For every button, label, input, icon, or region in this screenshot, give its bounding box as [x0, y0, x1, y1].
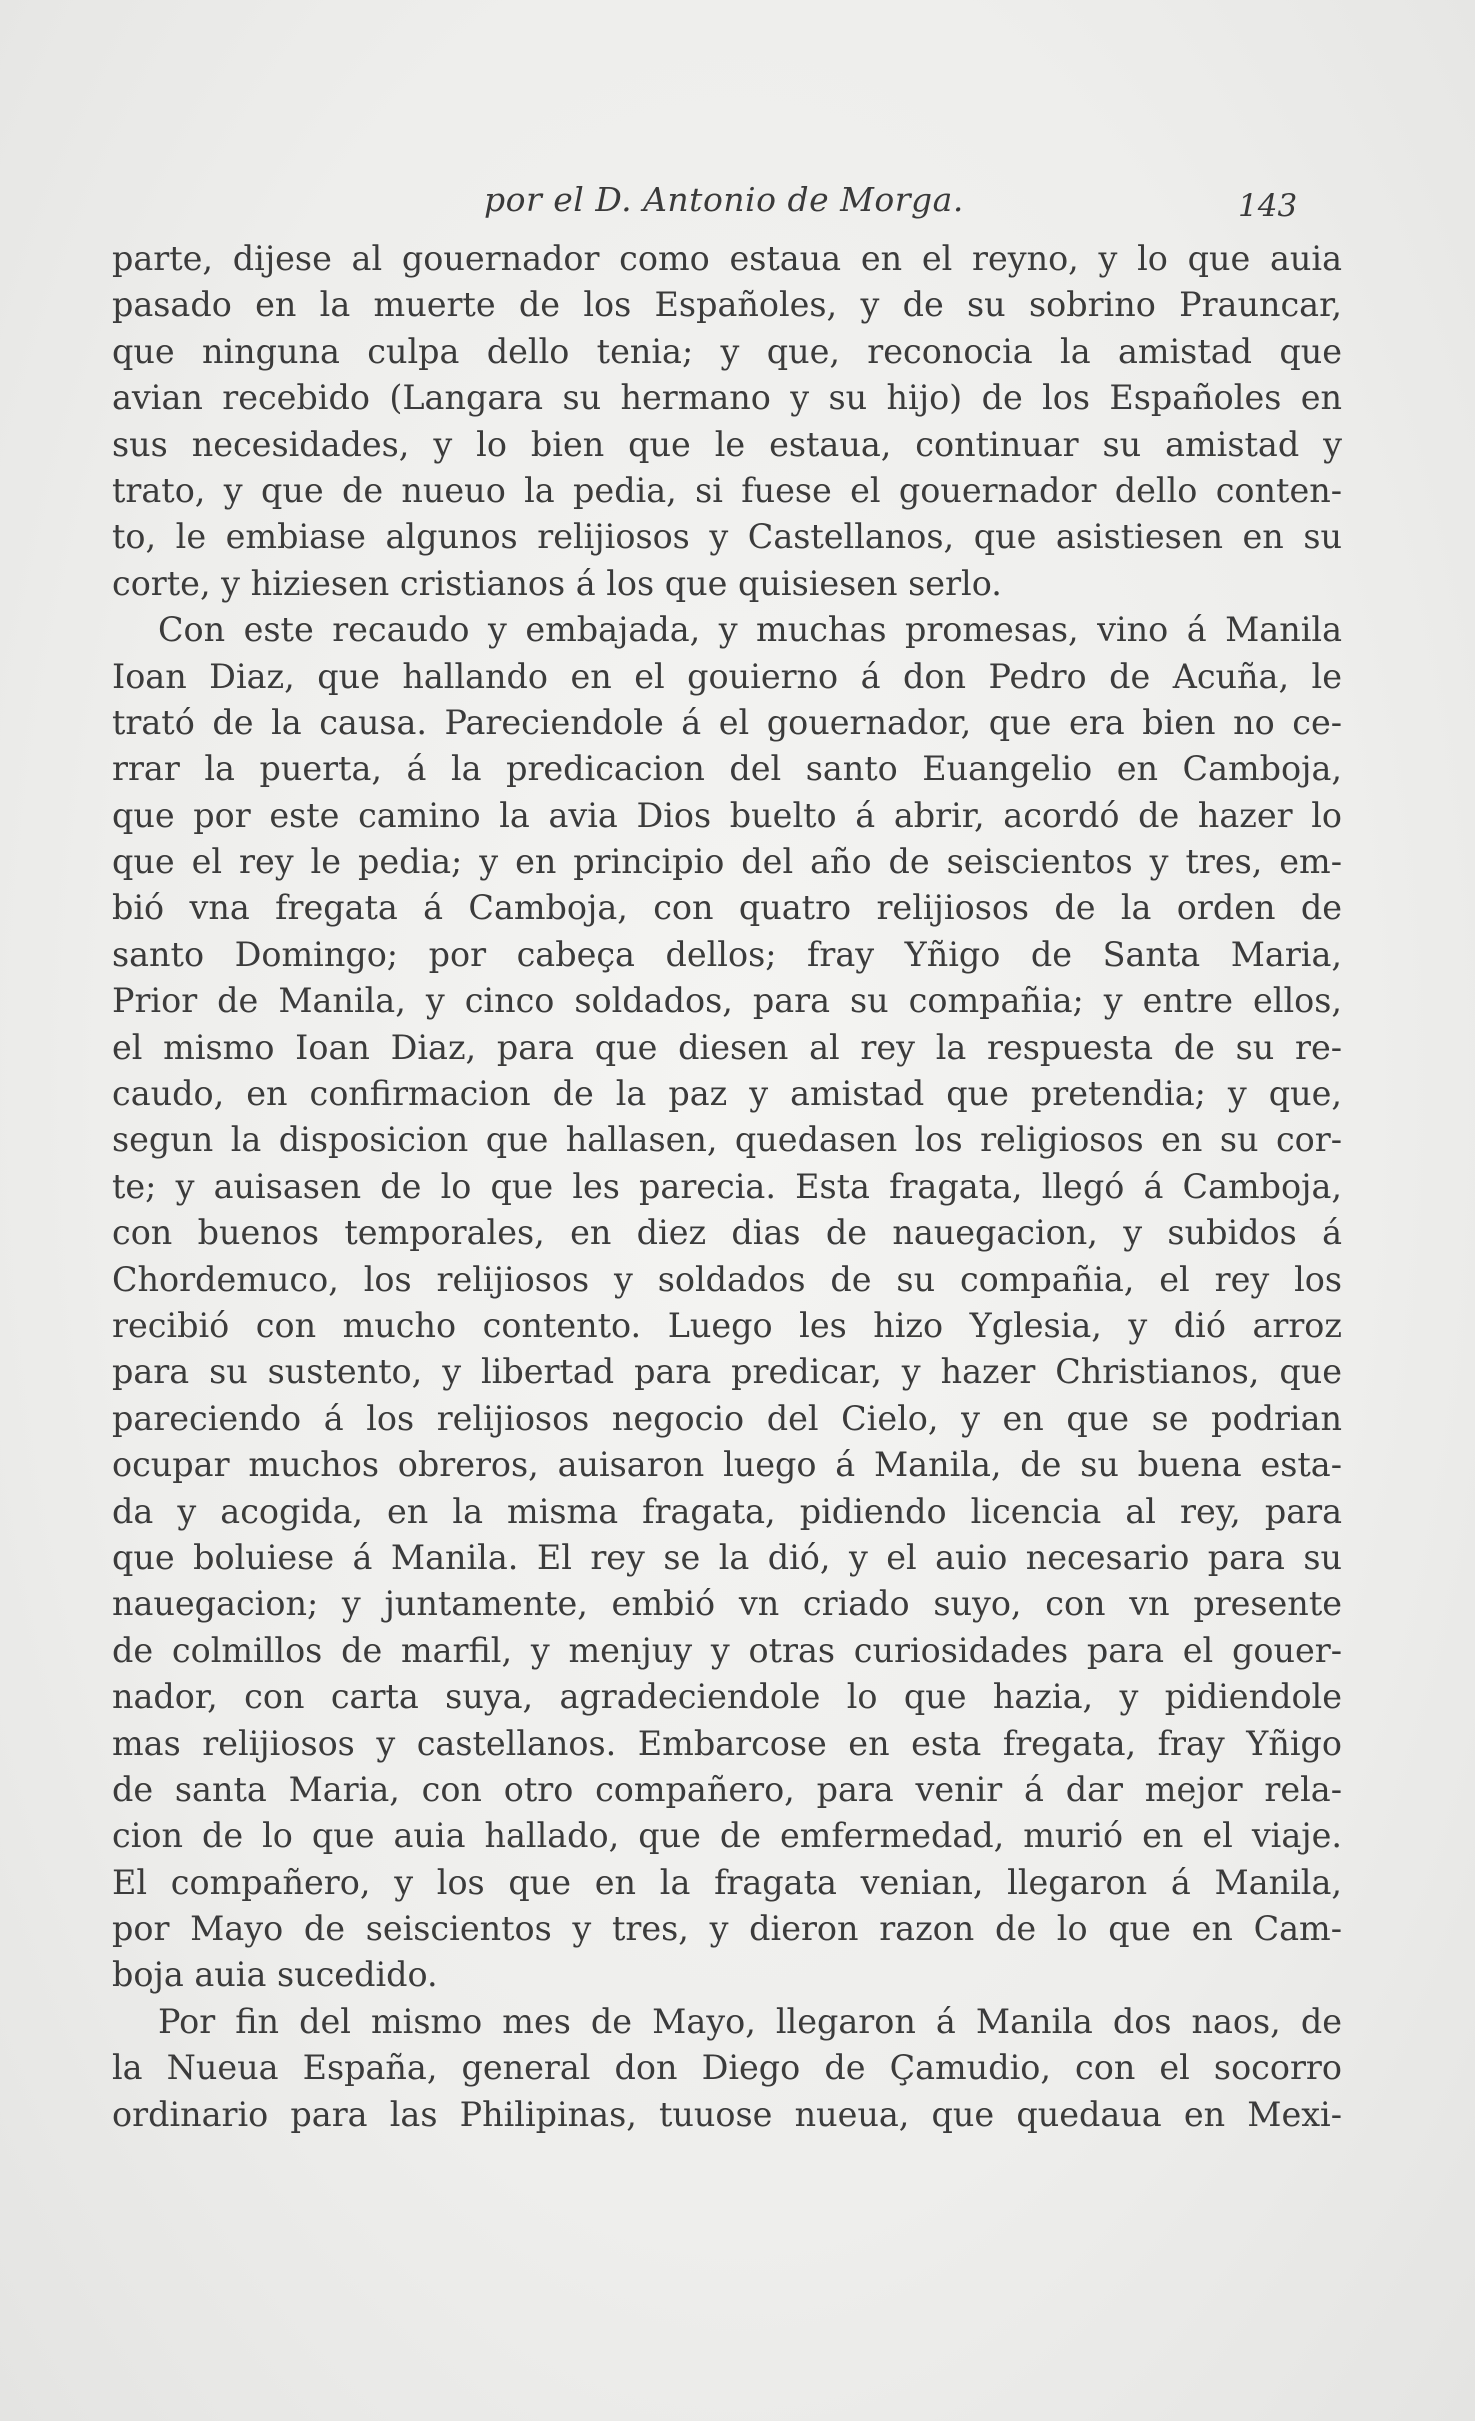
text-line: segun la disposicion que hallasen, quedasen los religiosos en su cor-: [112, 1120, 1342, 1160]
text-line: recibió con mucho contento. Luego les hizo Yglesia, y dió arroz: [112, 1305, 1342, 1345]
text-line: que por este camino la avia Dios buelto á abrir, acordó de hazer lo: [112, 795, 1342, 835]
text-line: rrar la puerta, á la predicacion del santo Euangelio en Camboja,: [112, 749, 1342, 789]
text-line: ocupar muchos obreros, auisaron luego á Manila, de su buena esta-: [112, 1445, 1342, 1485]
paragraph-start-line: Con este recaudo y embajada, y muchas promesas, vino á Manila: [158, 610, 1342, 650]
text-line: Chordemuco, los relijiosos y soldados de su compañia, el rey los: [112, 1259, 1342, 1299]
paragraph-end-line: corte, y hiziesen cristianos á los que quisiesen serlo.: [112, 563, 1002, 603]
text-line: ordinario para las Philipinas, tuuose nueua, que quedaua en Mexi-: [112, 2094, 1342, 2134]
text-line: pareciendo á los relijiosos negocio del Cielo, y en que se podrian: [112, 1398, 1342, 1438]
text-line: la Nueua España, general don Diego de Çamudio, con el socorro: [112, 2048, 1342, 2088]
text-line: bió vna fregata á Camboja, con quatro relijiosos de la orden de: [112, 888, 1342, 928]
text-line: cion de lo que auia hallado, que de emfermedad, murió en el viaje.: [112, 1816, 1342, 1856]
body-text: [112, 236, 1342, 2138]
text-line: que el rey le pedia; y en principio del año de seiscientos y tres, em-: [112, 842, 1342, 882]
text-line: pasado en la muerte de los Españoles, y de su sobrino Prauncar,: [112, 285, 1342, 325]
text-line: mas relijiosos y castellanos. Embarcose en esta fregata, fray Yñigo: [112, 1723, 1342, 1763]
text-line: da y acogida, en la misma fragata, pidiendo licencia al rey, para: [112, 1491, 1342, 1531]
text-line: El compañero, y los que en la fragata venian, llegaron á Manila,: [112, 1862, 1342, 1902]
text-line: te; y auisasen de lo que les parecia. Esta fragata, llegó á Camboja,: [112, 1166, 1342, 1206]
text-line: nauegacion; y juntamente, embió vn criado suyo, con vn presente: [112, 1584, 1342, 1624]
paragraph-end-line: boja auia sucedido.: [112, 1955, 438, 1995]
page-header: [0, 180, 1475, 228]
page-number: 143: [1238, 188, 1298, 224]
text-line: santo Domingo; por cabeça dellos; fray Yñigo de Santa Maria,: [112, 934, 1342, 974]
text-line: con buenos temporales, en diez dias de nauegacion, y subidos á: [112, 1213, 1342, 1253]
text-line: de santa Maria, con otro compañero, para venir á dar mejor rela-: [112, 1769, 1342, 1809]
text-line: para su sustento, y libertad para predicar, y hazer Christianos, que: [112, 1352, 1342, 1392]
text-line: de colmillos de marfil, y menjuy y otras curiosidades para el gouer-: [112, 1630, 1342, 1670]
text-line: parte, dijese al gouernador como estaua en el reyno, y lo que auia: [112, 239, 1342, 278]
text-line: sus necesidades, y lo bien que le estaua, continuar su amistad y: [112, 424, 1342, 464]
text-line: que ninguna culpa dello tenia; y que, reconocia la amistad que: [112, 331, 1342, 371]
text-line: to, le embiase algunos relijiosos y Castellanos, que asistiesen en su: [112, 517, 1342, 557]
text-line: Ioan Diaz, que hallando en el gouierno á don Pedro de Acuña, le: [112, 656, 1342, 696]
text-line: por Mayo de seiscientos y tres, y dieron razon de lo que en Cam-: [112, 1909, 1342, 1949]
text-line: trató de la causa. Pareciendole á el gouernador, que era bien no ce-: [112, 702, 1342, 742]
text-line: el mismo Ioan Diaz, para que diesen al rey la respuesta de su re-: [112, 1027, 1342, 1067]
text-line: Prior de Manila, y cinco soldados, para su compañia; y entre ellos,: [112, 981, 1342, 1021]
text-line: caudo, en confirmacion de la paz y amistad que pretendia; y que,: [112, 1074, 1342, 1114]
running-head: por el D. Antonio de Morga.: [484, 180, 964, 219]
text-line: avian recebido (Langara su hermano y su hijo) de los Españoles en: [112, 378, 1342, 418]
text-line: nador, con carta suya, agradeciendole lo que hazia, y pidiendole: [112, 1677, 1342, 1717]
text-line: trato, y que de nueuo la pedia, si fuese el gouernador dello conten-: [112, 470, 1342, 510]
paragraph-start-line: Por fin del mismo mes de Mayo, llegaron á Manila dos naos, de: [158, 2001, 1342, 2041]
text-line: que boluiese á Manila. El rey se la dió, y el auio necesario para su: [112, 1537, 1342, 1577]
